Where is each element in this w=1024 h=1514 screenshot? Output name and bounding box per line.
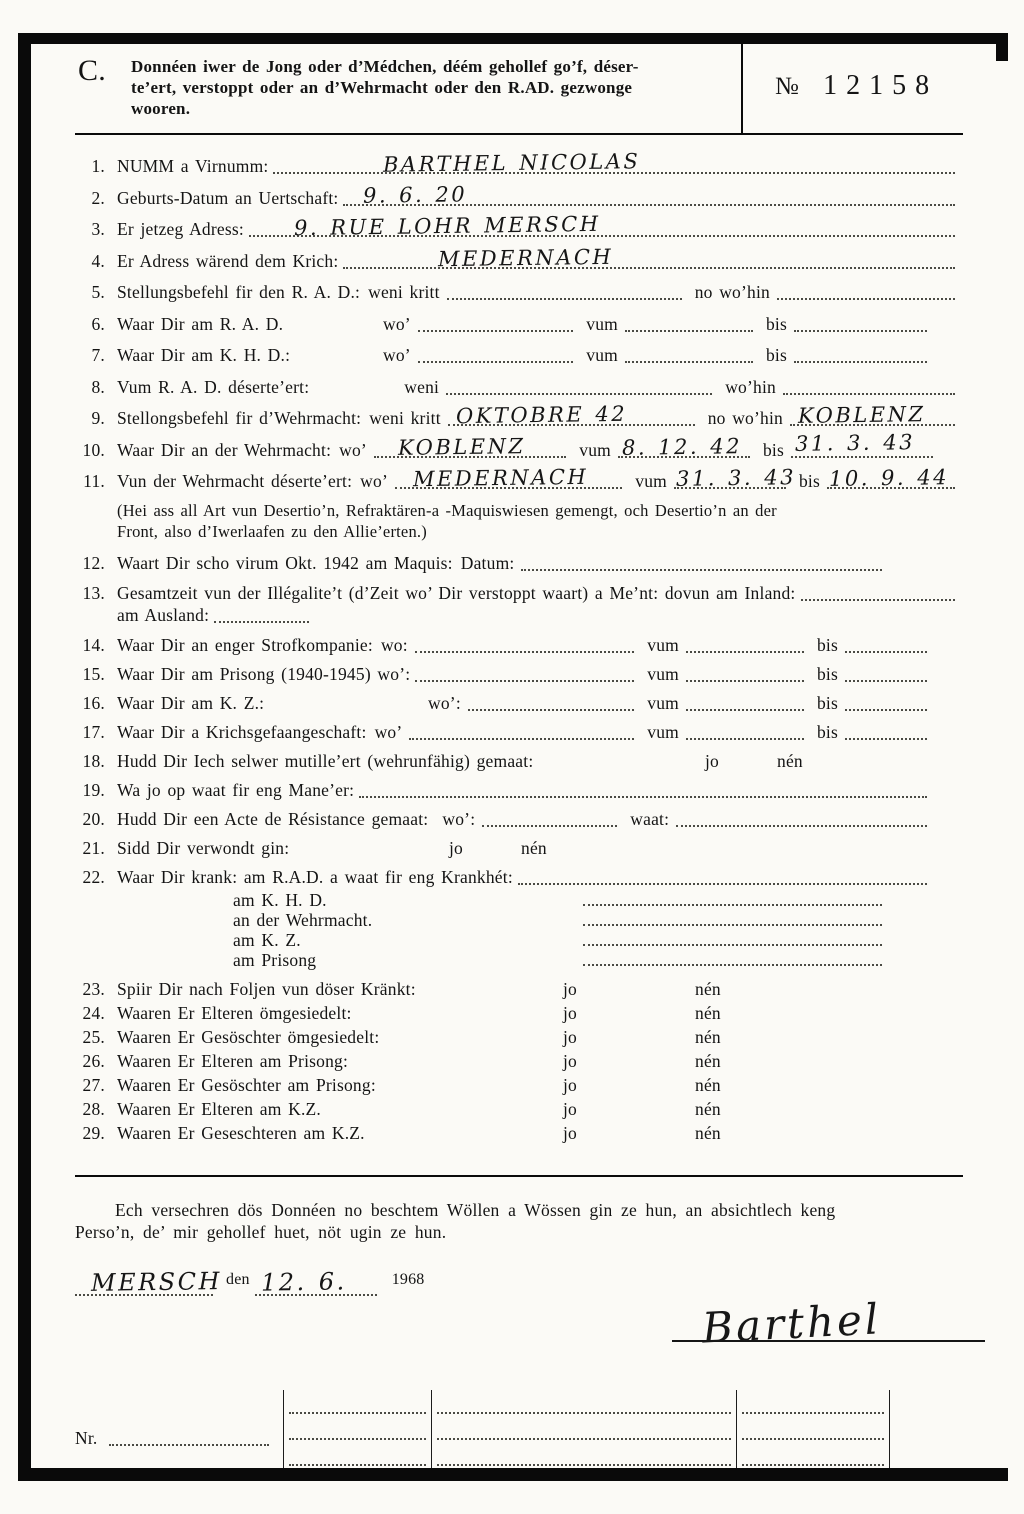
table-cell[interactable]: [737, 1390, 890, 1416]
field-number: 4.: [91, 250, 105, 271]
signature: Barthel: [700, 1294, 883, 1353]
field-number: 6.: [91, 313, 105, 334]
signature-line[interactable]: [672, 1276, 985, 1353]
fill-line[interactable]: [583, 891, 882, 906]
fill-line-place[interactable]: [75, 1267, 223, 1297]
field-sublabel: am Prisong: [233, 950, 317, 970]
field-label: Waar Dir am K. Z.:: [117, 693, 265, 713]
field-row-11: [75, 464, 960, 492]
field-label: Geburts-Datum an Uertschaft:: [117, 187, 339, 208]
field-row-25: [75, 1027, 960, 1047]
handwritten-birthdate: 9. 6. 20: [363, 181, 468, 208]
field-sublabel: weni: [404, 376, 440, 397]
scan-frame-bottom: [18, 1468, 1008, 1481]
field-label: Waar Dir am K. H. D.:: [117, 345, 291, 365]
field-row-19: [75, 779, 932, 801]
fill-line[interactable]: [794, 348, 927, 363]
field-number: 29.: [82, 1123, 105, 1143]
fill-line[interactable]: [415, 667, 634, 682]
field-label: Waaren Er Gesöschter am Prisong:: [117, 1075, 376, 1095]
field-row-13: [75, 582, 960, 604]
field-label: Waaren Er Geseschteren am K.Z.: [117, 1123, 365, 1143]
field-row-22-sub-kz: [75, 931, 960, 949]
registry-table: [283, 1390, 890, 1468]
fill-line-wehrmacht-from[interactable]: [618, 433, 750, 460]
option-jo[interactable]: jo: [563, 979, 578, 999]
fill-line[interactable]: [583, 951, 882, 966]
fill-line-address[interactable]: [249, 211, 955, 241]
form-content: [31, 44, 1008, 1299]
field-sublabel: wo’:: [442, 809, 476, 829]
handwritten-desertion-place: MEDERNACH: [412, 464, 589, 492]
field-sublabel: no wo’hin: [694, 282, 770, 302]
field-sublabel: Datum:: [460, 553, 515, 573]
field-label: Waar Dir am Prisong (1940-1945) wo’:: [117, 664, 411, 684]
form-body: [31, 135, 1008, 1143]
number-symbol: №: [775, 73, 800, 100]
form-number-value: 12158: [823, 70, 939, 101]
field-row-22: [75, 866, 932, 888]
fill-line-war-address[interactable]: [343, 244, 955, 271]
field-number: 17.: [82, 722, 105, 742]
field-number: 5.: [91, 282, 105, 302]
fill-line[interactable]: [686, 725, 804, 740]
field-sublabel: bis: [816, 664, 838, 684]
fill-line[interactable]: [518, 870, 927, 885]
field-label: Vum R. A. D. déserte’ert:: [117, 376, 310, 397]
field-sublabel: vum: [586, 313, 618, 334]
field-row-28: [75, 1099, 960, 1119]
handwritten-war-address: MEDERNACH: [438, 244, 614, 271]
field-number: 3.: [91, 219, 105, 239]
option-nen[interactable]: nén: [777, 751, 803, 771]
field-row-12: [75, 552, 960, 574]
fill-line-wehrmacht-order-place[interactable]: [790, 402, 955, 428]
field-row-1: [75, 149, 960, 177]
option-jo[interactable]: jo: [563, 1027, 578, 1047]
field-row-18: [75, 750, 960, 772]
field-label: Er jetzeg Adress:: [117, 219, 244, 239]
option-nen[interactable]: nén: [695, 1003, 721, 1023]
field-sublabel: vum: [647, 722, 679, 742]
field-number: 28.: [82, 1099, 105, 1119]
fill-line-wehrmacht-order-date[interactable]: [448, 401, 695, 429]
field-number: 19.: [82, 780, 105, 800]
form-number: [775, 70, 995, 102]
option-jo[interactable]: jo: [563, 1075, 578, 1095]
year-label: 1968: [391, 1271, 425, 1288]
fill-line[interactable]: [521, 556, 882, 571]
field-row-7: [75, 344, 932, 366]
nr-row: [75, 1428, 274, 1449]
handwritten-wehrmacht-from: 8. 12. 42: [621, 433, 743, 460]
fill-line: [742, 1464, 884, 1466]
field-label: Wa jo op waat fir eng Mane’er:: [117, 780, 355, 800]
field-label: Spiir Dir nach Foljen vun döser Kränkt:: [117, 979, 416, 999]
field-sublabel: no wo’hin: [707, 408, 783, 428]
table-cell[interactable]: [432, 1442, 737, 1468]
field-row-13-line-2: [75, 604, 960, 626]
field-label: Er Adress wärend dem Krich:: [117, 250, 339, 271]
handwritten-wehrmacht-to: 31. 3. 43: [794, 429, 916, 456]
option-jo[interactable]: jo: [705, 751, 720, 771]
field-sublabel: wo’:: [428, 693, 461, 713]
declaration-line-1: Ech versechren dös Donnéen no beschtem Wöllen a Wössen gin ze hun, an absichtlech keng: [115, 1200, 836, 1220]
field-number: 25.: [82, 1027, 105, 1047]
handwritten-desertion-to: 10. 9. 44: [828, 465, 950, 491]
fill-line: [437, 1438, 731, 1440]
field-number: 1.: [91, 156, 105, 176]
field-label: Hudd Dir Iech selwer mutille’ert (wehrunfähig) gemaat:: [117, 751, 534, 771]
field-sublabel: vum: [647, 635, 679, 655]
form-description-line-2: te’ert, verstoppt oder an d’Wehrmacht oder den R.AD. gezwonge: [131, 78, 633, 97]
fill-line[interactable]: [845, 667, 927, 682]
field-sublabel: bis: [765, 313, 787, 334]
field-row-10: [75, 429, 938, 461]
field-row-22-sub-wehrmacht: [75, 911, 960, 929]
field-11-note-line-2: Front, also d’Iwerlaafen zu den Allie’erten.): [117, 522, 427, 541]
form-description-line-3: wooren.: [131, 99, 191, 118]
field-label: Waaren Er Elteren ömgesiedelt:: [117, 1003, 352, 1023]
declaration: [75, 1199, 937, 1243]
option-nen[interactable]: nén: [695, 1051, 721, 1071]
section-letter: C.: [78, 54, 106, 87]
field-number: 26.: [82, 1051, 105, 1071]
field-row-3: [75, 211, 960, 241]
field-number: 22.: [82, 867, 105, 887]
fill-line: [437, 1412, 731, 1414]
fill-line[interactable]: [583, 931, 882, 946]
field-label: Hudd Dir een Acte de Résistance gemaat:: [117, 809, 429, 829]
field-row-27: [75, 1075, 960, 1095]
field-sublabel: wo’: [374, 722, 403, 742]
field-sublabel: am K. H. D.: [233, 890, 327, 910]
field-number: 10.: [82, 439, 105, 460]
table-cell[interactable]: [737, 1416, 890, 1442]
field-sublabel: vum: [647, 664, 679, 684]
fill-line[interactable]: [482, 812, 617, 827]
option-nen[interactable]: nén: [695, 979, 721, 999]
field-row-20: [75, 808, 932, 830]
declaration-rule: [75, 1175, 963, 1177]
field-sublabel: vum: [647, 693, 679, 713]
table-cell[interactable]: [283, 1416, 432, 1442]
field-sublabel: bis: [816, 635, 838, 655]
fill-line[interactable]: [625, 317, 753, 332]
fill-line[interactable]: [686, 696, 804, 711]
fill-line[interactable]: [359, 783, 927, 798]
fill-line-nr[interactable]: [109, 1431, 269, 1446]
field-sublabel: wo’hin: [725, 376, 776, 397]
declaration-line-2: Perso’n, de’ mir gehollef huet, nöt ugin ze hun.: [75, 1222, 447, 1242]
field-row-23: [75, 979, 960, 999]
field-number: 14.: [82, 635, 105, 655]
fill-line-name[interactable]: [273, 149, 955, 177]
handwritten-desertion-from: 31. 3. 43: [675, 465, 797, 491]
field-label: Waaren Er Elteren am Prisong:: [117, 1051, 349, 1071]
field-sublabel: weni kritt: [369, 408, 441, 428]
field-row-8: [75, 376, 960, 398]
form-header: [31, 44, 1008, 133]
option-nen[interactable]: nén: [695, 1099, 721, 1119]
fill-line-birthdate[interactable]: [343, 181, 955, 208]
fill-line-desertion-from[interactable]: [674, 465, 797, 491]
field-sublabel: vum: [635, 471, 667, 491]
fill-line: [437, 1464, 731, 1466]
table-cell[interactable]: [283, 1390, 432, 1416]
field-label: Waar Dir an der Wehrmacht:: [117, 439, 332, 460]
field-number: 16.: [82, 693, 105, 713]
den-label: den: [226, 1271, 250, 1288]
fill-line[interactable]: [686, 667, 804, 682]
handwritten-order-date: OKTOBRE 42: [455, 401, 628, 429]
field-label: Gesamtzeit vun der Illégalite’t (d’Zeit wo’ Dir verstoppt waart) a Me’nt: dovun am Inland:: [117, 583, 796, 603]
option-jo[interactable]: jo: [449, 838, 464, 858]
fill-line[interactable]: [583, 911, 882, 926]
field-number: 2.: [91, 187, 105, 208]
option-jo[interactable]: jo: [563, 1123, 578, 1143]
fill-line-desertion-place[interactable]: [395, 464, 622, 492]
field-sublabel: vum: [586, 345, 618, 365]
field-label: Waar Dir krank: am R.A.D. a waat fir eng Krankhét:: [117, 867, 513, 887]
fill-line[interactable]: [676, 812, 927, 827]
field-number: 24.: [82, 1003, 105, 1023]
field-sublabel: bis: [765, 345, 787, 365]
field-number: 13.: [82, 583, 105, 603]
fill-line[interactable]: [418, 317, 573, 332]
field-number: 18.: [82, 751, 105, 771]
scan-frame-left: [18, 33, 31, 1480]
field-sublabel: am K. Z.: [233, 930, 301, 950]
handwritten-name: BARTHEL NICOLAS: [383, 149, 641, 177]
field-sublabel: bis: [798, 471, 820, 491]
option-jo[interactable]: jo: [563, 1099, 578, 1119]
fill-line[interactable]: [845, 725, 927, 740]
field-row-2: [75, 181, 960, 209]
field-sublabel: wo:: [380, 635, 408, 655]
fill-line[interactable]: [447, 285, 682, 300]
field-sublabel: wo’: [339, 439, 367, 460]
field-number: 7.: [91, 345, 105, 365]
field-row-26: [75, 1051, 960, 1071]
option-jo[interactable]: jo: [563, 1003, 578, 1023]
fill-line-desertion-to[interactable]: [827, 465, 955, 491]
field-label: NUMM a Virnumm:: [117, 156, 269, 176]
fill-line[interactable]: [468, 696, 634, 711]
handwritten-address: 9. RUE LOHR MERSCH: [293, 211, 601, 241]
form-description-line-1: Donnéen iwer de Jong oder d’Médchen, déém gehollef go’f, déser-: [131, 57, 639, 76]
field-row-21: [75, 837, 960, 859]
field-row-16: [75, 692, 932, 714]
table-cell[interactable]: [283, 1442, 432, 1468]
field-row-5: [75, 281, 960, 303]
field-sublabel: wo’: [360, 471, 388, 491]
field-number: 21.: [82, 838, 105, 858]
field-sublabel: bis: [816, 693, 838, 713]
fill-line: [289, 1438, 426, 1440]
field-label: Waar Dir a Krichsgefaangeschaft:: [117, 722, 367, 742]
field-number: 15.: [82, 664, 105, 684]
field-row-24: [75, 1003, 960, 1023]
fill-line[interactable]: [418, 348, 573, 363]
fill-line: [289, 1464, 426, 1466]
fill-line[interactable]: [783, 380, 955, 395]
option-jo[interactable]: jo: [563, 1051, 578, 1071]
field-row-4: [75, 244, 960, 272]
field-label: Waar Dir an enger Strofkompanie:: [117, 635, 373, 655]
option-nen[interactable]: nén: [521, 838, 547, 858]
fill-line[interactable]: [214, 608, 309, 623]
field-label: Waaren Er Gesöschter ömgesiedelt:: [117, 1027, 380, 1047]
scan-frame-top: [18, 33, 1008, 44]
field-sublabel: vum: [579, 439, 611, 460]
form-description: [131, 56, 731, 119]
field-sublabel: wo’: [383, 313, 411, 334]
fill-line-wehrmacht-to[interactable]: [791, 429, 933, 458]
field-sublabel: an der Wehrmacht.: [233, 910, 373, 930]
option-nen[interactable]: nén: [695, 1027, 721, 1047]
field-label: Stellongsbefehl fir d’Wehrmacht:: [117, 408, 362, 428]
field-row-17: [75, 721, 932, 743]
fill-line: [742, 1438, 884, 1440]
header-divider: [741, 44, 743, 133]
fill-line-wehrmacht-place[interactable]: [374, 433, 566, 460]
nr-label: Nr.: [75, 1428, 98, 1448]
fill-line[interactable]: [777, 285, 955, 300]
field-label: Waar Dir am R. A. D.: [117, 313, 284, 334]
table-cell[interactable]: [432, 1390, 737, 1416]
field-number: 8.: [91, 376, 105, 397]
field-number: 12.: [82, 553, 105, 573]
field-row-22-sub-khd: [75, 891, 960, 909]
field-number: 27.: [82, 1075, 105, 1095]
field-number: 9.: [91, 408, 105, 428]
handwritten-order-place: KOBLENZ: [797, 402, 926, 428]
table-cell[interactable]: [432, 1416, 737, 1442]
handwritten-wehrmacht-place: KOBLENZ: [397, 433, 526, 460]
field-label: Waart Dir scho virum Okt. 1942 am Maquis:: [117, 553, 453, 573]
field-row-22-sub-prisong: [75, 951, 960, 969]
field-label: am Ausland:: [117, 605, 210, 625]
field-label: Stellungsbefehl fir den R. A. D.:: [117, 282, 361, 302]
handwritten-place: MERSCH: [90, 1267, 223, 1297]
fill-line-date[interactable]: [255, 1267, 377, 1297]
fill-line: [742, 1412, 884, 1414]
field-number: 23.: [82, 979, 105, 999]
field-row-29: [75, 1123, 960, 1143]
field-row-9: [75, 401, 960, 429]
field-sublabel: waat:: [630, 809, 670, 829]
field-11-note: [117, 500, 960, 542]
field-sublabel: bis: [762, 439, 784, 460]
field-row-6: [75, 313, 932, 335]
fill-line[interactable]: [845, 696, 927, 711]
field-11-note-line-1: (Hei ass all Art vun Desertio’n, Refraktären-a -Maquiswiesen gemengt, och Desertio’n an der: [117, 501, 777, 520]
field-number: 11.: [83, 471, 105, 491]
field-sublabel: wo’: [383, 345, 411, 365]
option-nen[interactable]: nén: [695, 1123, 721, 1143]
fill-line[interactable]: [625, 348, 753, 363]
field-label: Vun der Wehrmacht déserte’ert:: [117, 471, 353, 491]
field-label: Sidd Dir verwondt gin:: [117, 838, 290, 858]
fill-line[interactable]: [409, 725, 634, 740]
handwritten-date: 12. 6.: [260, 1267, 347, 1297]
option-nen[interactable]: nén: [695, 1075, 721, 1095]
field-label: Waaren Er Elteren am K.Z.: [117, 1099, 321, 1119]
field-row-15: [75, 663, 932, 685]
table-cell[interactable]: [737, 1442, 890, 1468]
field-row-14: [75, 634, 932, 656]
fill-line[interactable]: [794, 317, 927, 332]
fill-line[interactable]: [845, 638, 927, 653]
fill-line[interactable]: [686, 638, 804, 653]
fill-line: [289, 1412, 426, 1414]
fill-line[interactable]: [415, 638, 634, 653]
field-number: 20.: [82, 809, 105, 829]
field-sublabel: weni kritt: [368, 282, 440, 302]
fill-line[interactable]: [801, 586, 956, 601]
fill-line[interactable]: [446, 380, 712, 395]
field-sublabel: bis: [816, 722, 838, 742]
